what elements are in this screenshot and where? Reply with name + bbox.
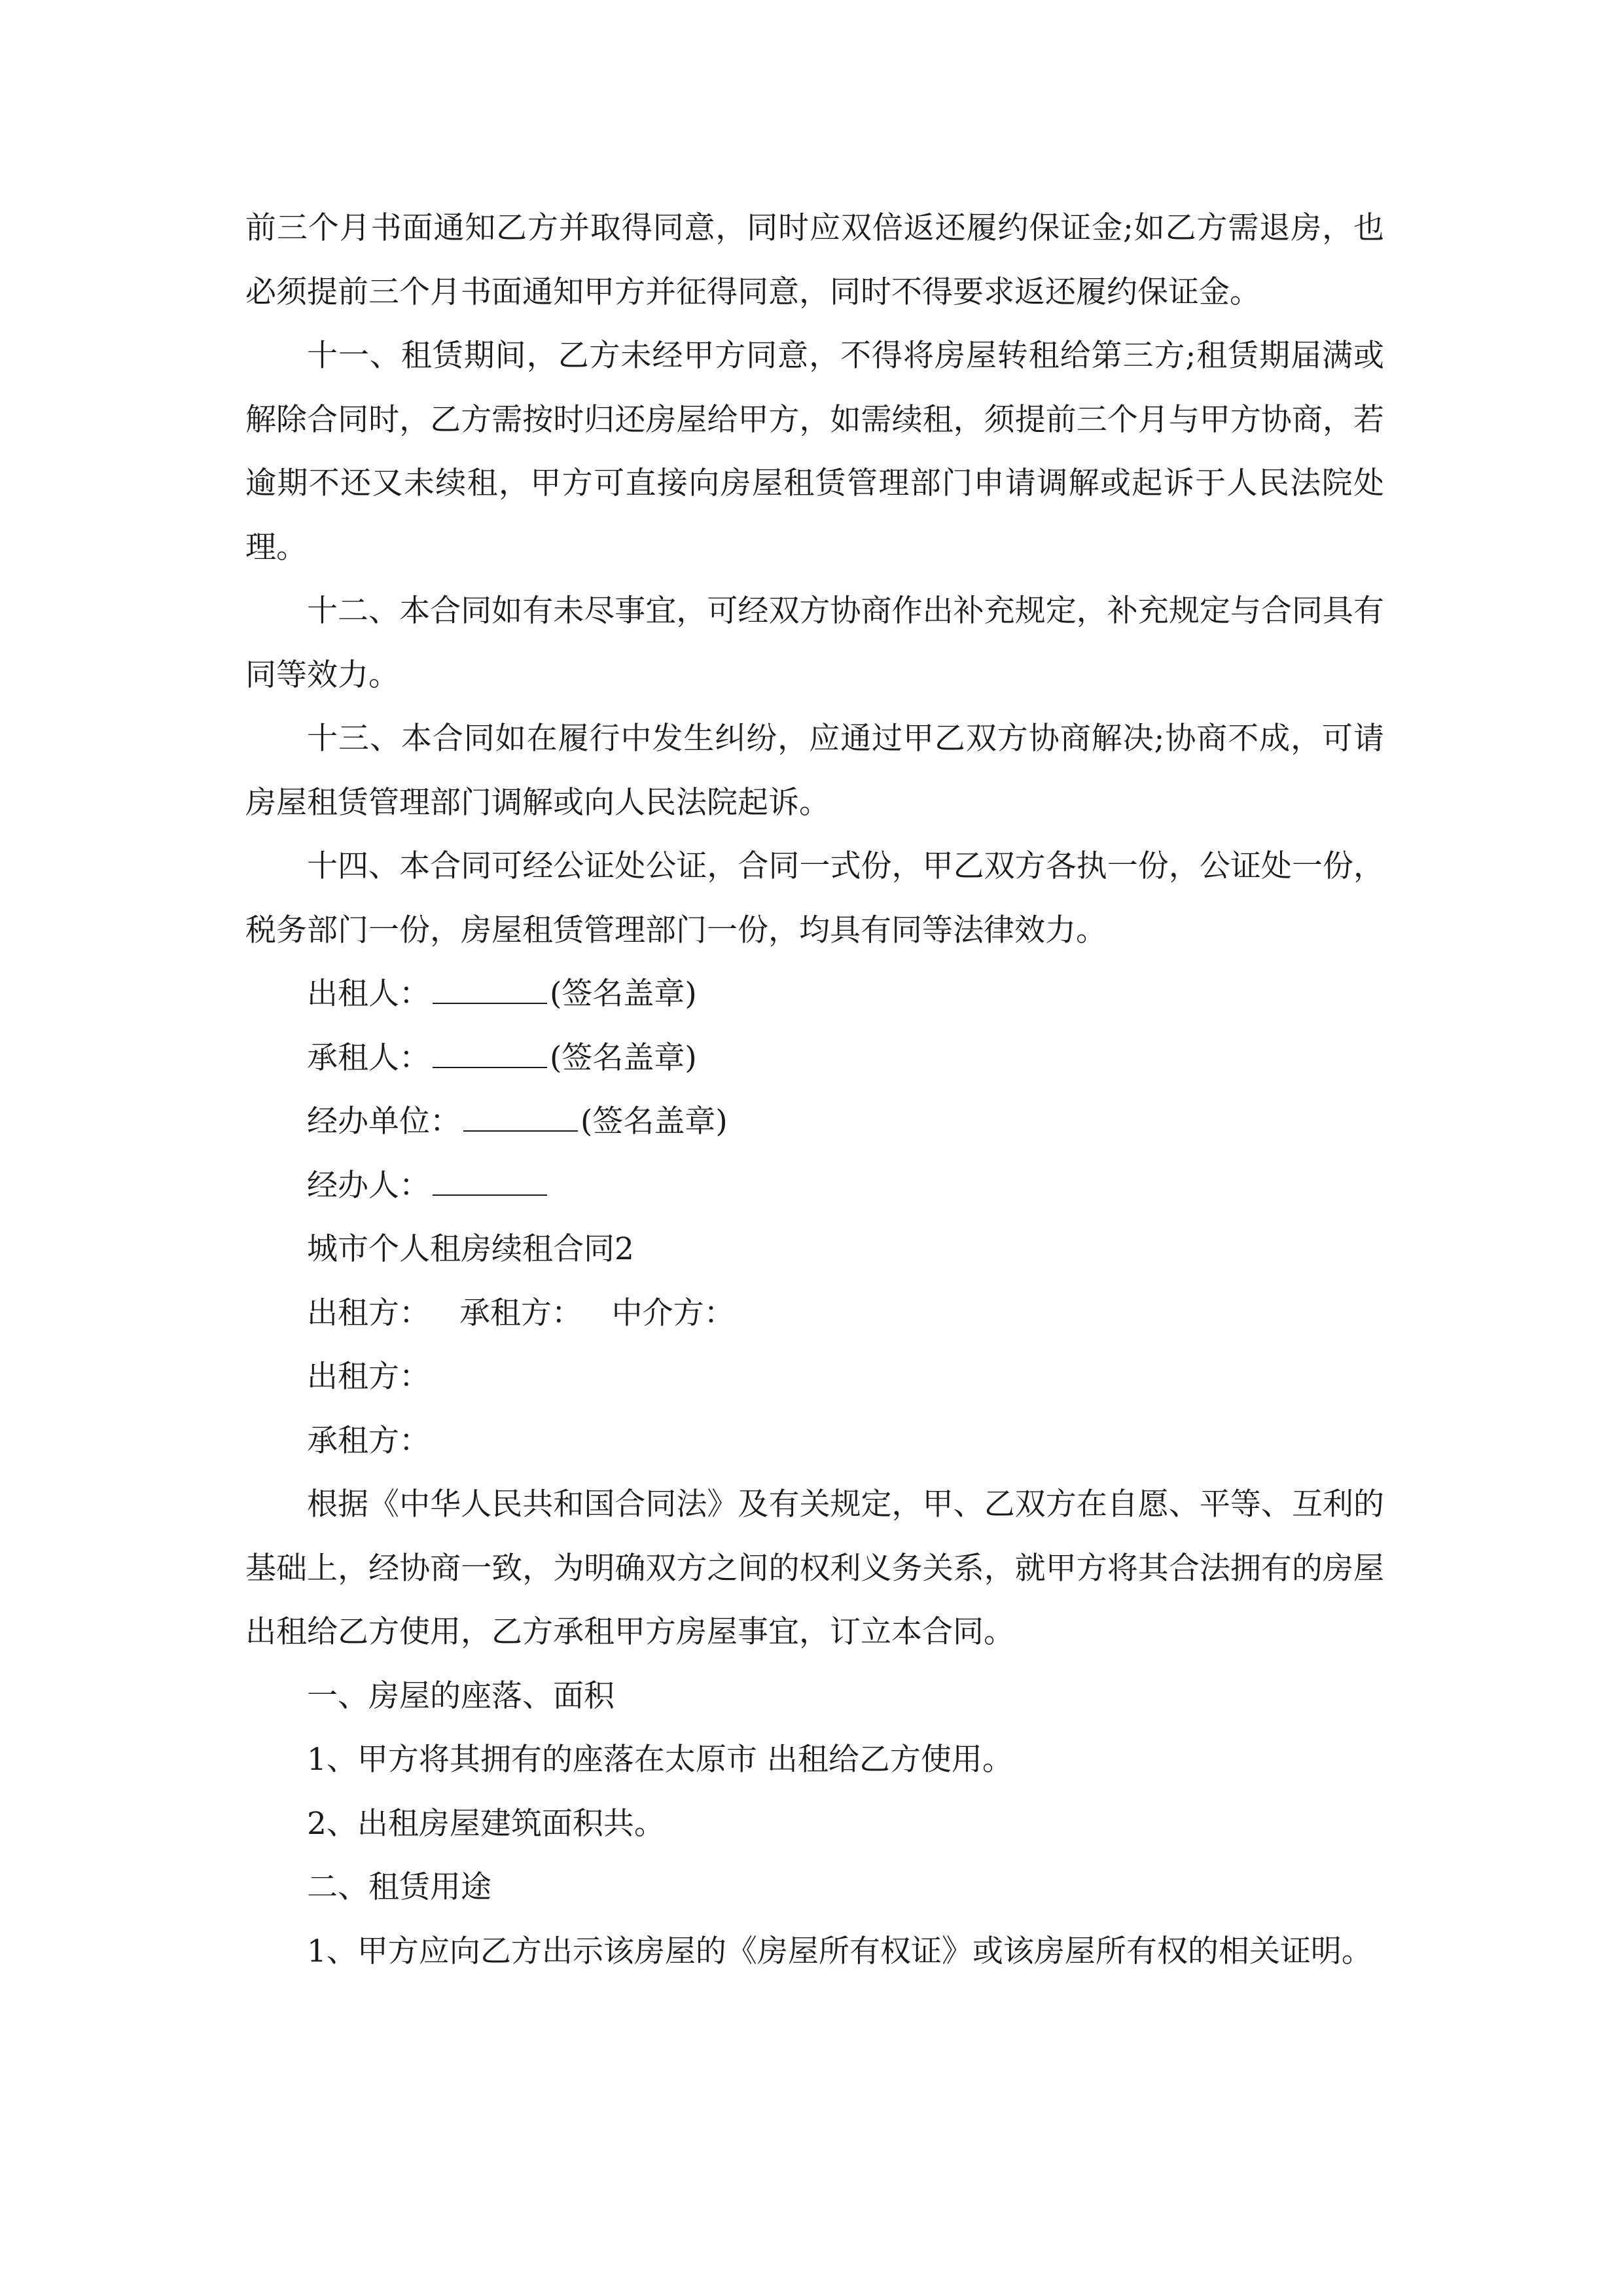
paragraph-item-area: 2、出租房屋建筑面积共。 — [307, 1805, 665, 1842]
lessor-line: 出租方： — [307, 1359, 430, 1395]
signature-line-lessor — [245, 962, 1384, 1026]
signature-label: 经办人： — [307, 1167, 430, 1204]
signature-line-agency — [245, 1090, 1384, 1154]
signature-label: 出租人： — [307, 976, 430, 1012]
signature-label: 承租人： — [307, 1039, 430, 1076]
signature-blank — [463, 1102, 578, 1132]
section-heading-usage: 二、租赁用途 — [307, 1869, 491, 1905]
signature-suffix: (签名盖章) — [550, 976, 697, 1012]
signature-blank — [433, 1038, 547, 1068]
paragraph-deposit-terms: 前三个月书面通知乙方并取得同意，同时应双倍返还履约保证金;如乙方需退房，也必须提前三个月书面通知甲方并征得同意，同时不得要求返还履约保证金。 — [245, 210, 1384, 310]
signature-line-handler — [245, 1154, 1384, 1218]
paragraph-clause-14: 十四、本合同可经公证处公证，合同一式份，甲乙双方各执一份，公证处一份，税务部门一份，房屋租赁管理部门一份，均具有同等法律效力。 — [245, 848, 1384, 948]
parties-line: 出租方： 承租方： 中介方： — [307, 1295, 735, 1331]
paragraph-clause-11: 十一、租赁期间，乙方未经甲方同意，不得将房屋转租给第三方;租赁期届满或解除合同时，乙方需按时归还房屋给甲方，如需续租，须提前三个月与甲方协商，若逾期不还又未续租，甲方可直接向房屋租赁管理部门申请调解或起诉于人民法院处理。 — [245, 338, 1384, 565]
signature-suffix: (签名盖章) — [580, 1103, 728, 1139]
signature-suffix: (签名盖章) — [550, 1039, 697, 1076]
paragraph-item-certificate: 1、甲方应向乙方出示该房屋的《房屋所有权证》或该房屋所有权的相关证明。 — [307, 1933, 1372, 1969]
signature-line-lessee — [245, 1026, 1384, 1090]
paragraph-clause-12: 十二、本合同如有未尽事宜，可经双方协商作出补充规定，补充规定与合同具有同等效力。 — [245, 593, 1384, 693]
lessee-line: 承租方： — [307, 1422, 430, 1459]
paragraph-item-location: 1、甲方将其拥有的座落在太原市 出租给乙方使用。 — [307, 1742, 1013, 1778]
signature-blank — [433, 1166, 547, 1196]
paragraph-preamble: 根据《中华人民共和国合同法》及有关规定，甲、乙双方在自愿、平等、互利的基础上，经协商一致，为明确双方之间的权利义务关系，就甲方将其合法拥有的房屋出租给乙方使用，乙方承租甲方房屋事宜，订立本合同。 — [245, 1486, 1384, 1650]
signature-label: 经办单位： — [307, 1103, 461, 1139]
contract-2-title: 城市个人租房续租合同2 — [307, 1231, 634, 1267]
section-heading-location-area: 一、房屋的座落、面积 — [307, 1677, 615, 1714]
document-body — [245, 196, 1384, 1983]
signature-blank — [433, 974, 547, 1004]
paragraph-clause-13: 十三、本合同如在履行中发生纠纷，应通过甲乙双方协商解决;协商不成，可请房屋租赁管理部门调解或向人民法院起诉。 — [245, 721, 1384, 821]
